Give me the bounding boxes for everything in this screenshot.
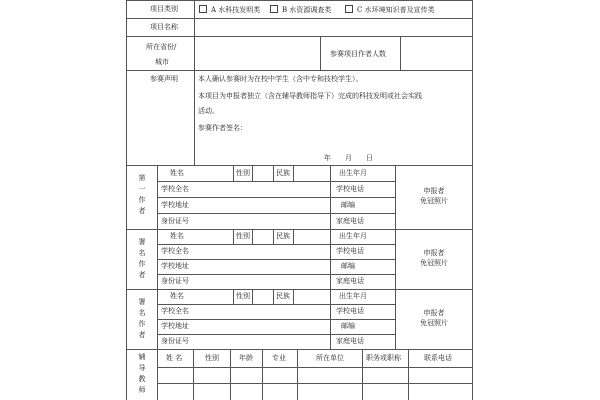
gender-label: 性别 — [236, 232, 250, 240]
category-label: 项目类别 — [150, 5, 178, 13]
photo-label-line1: 申报者 — [423, 187, 445, 195]
gender-label: 性别 — [236, 292, 250, 300]
checkbox-icon[interactable] — [270, 5, 278, 13]
advisor-col-major: 专业 — [272, 354, 286, 362]
name-label: 姓名 — [170, 169, 184, 177]
school-phone-label: 学校电话 — [336, 247, 364, 255]
author-section-label: 署名作者 — [138, 298, 146, 339]
author-section-label: 第一作者 — [138, 174, 146, 215]
home-phone-label: 家庭电话 — [336, 337, 364, 345]
school-address-label: 学校地址 — [161, 262, 189, 270]
ethnicity-label: 民族 — [276, 169, 290, 177]
declaration-line1: 本人确认参赛时为在校中学生（含中专和技校学生）。 — [198, 75, 363, 83]
signature-label: 参赛作者签名： — [198, 124, 247, 132]
advisor-col-gender: 性别 — [205, 354, 219, 362]
advisor-col-age: 年龄 — [239, 354, 253, 362]
location-label-line1: 所在省份/ — [146, 43, 177, 51]
date-year: 年 — [324, 154, 331, 162]
gender-label: 性别 — [236, 169, 250, 177]
postcode-label: 邮编 — [341, 322, 355, 330]
checkbox-icon[interactable] — [199, 5, 207, 13]
category-option-a[interactable] — [199, 5, 260, 15]
location-label-line2: 城市 — [155, 58, 169, 66]
id-number-label: 身份证号 — [161, 277, 189, 285]
declaration-line3: 活动。 — [198, 107, 219, 115]
category-option-b-label: B 水资源调查类 — [282, 6, 332, 14]
ethnicity-label: 民族 — [276, 292, 290, 300]
photo-label-line1: 申报者 — [423, 249, 445, 257]
school-name-label: 学校全名 — [161, 247, 189, 255]
photo-label-line2: 免冠照片 — [420, 259, 448, 267]
home-phone-label: 家庭电话 — [336, 277, 364, 285]
postcode-label: 邮编 — [341, 262, 355, 270]
birth-label: 出生年月 — [339, 292, 367, 300]
school-phone-label: 学校电话 — [336, 307, 364, 315]
project-name-label: 项目名称 — [150, 23, 178, 31]
school-address-label: 学校地址 — [161, 322, 189, 330]
category-option-c[interactable] — [345, 5, 435, 15]
school-name-label: 学校全名 — [161, 185, 189, 193]
category-option-a-label: A 水科技发明类 — [211, 6, 261, 14]
participants-label: 参赛项目作者人数 — [330, 50, 386, 58]
id-number-label: 身份证号 — [161, 217, 189, 225]
photo-placeholder[interactable] — [396, 186, 472, 206]
declaration-label: 参赛声明 — [150, 75, 178, 83]
date-day: 日 — [366, 154, 373, 162]
birth-label: 出生年月 — [339, 169, 367, 177]
photo-label-line2: 免冠照片 — [420, 319, 448, 327]
location-field[interactable] — [196, 38, 318, 68]
school-name-label: 学校全名 — [161, 307, 189, 315]
home-phone-label: 家庭电话 — [336, 217, 364, 225]
photo-placeholder[interactable] — [396, 248, 472, 268]
advisor-section-label: 辅导教师 — [138, 353, 146, 394]
photo-label-line2: 免冠照片 — [420, 197, 448, 205]
category-option-c-label: C 水环境知识普及宣传类 — [357, 6, 435, 14]
participants-field[interactable] — [402, 38, 470, 68]
advisor-col-name: 姓 名 — [166, 354, 183, 362]
photo-placeholder[interactable] — [396, 308, 472, 328]
school-phone-label: 学校电话 — [336, 185, 364, 193]
photo-label-line1: 申报者 — [423, 309, 445, 317]
school-address-label: 学校地址 — [161, 201, 189, 209]
name-label: 姓名 — [170, 292, 184, 300]
author-section-label: 署名作者 — [138, 238, 146, 279]
ethnicity-label: 民族 — [276, 232, 290, 240]
advisor-col-unit: 所在单位 — [316, 354, 344, 362]
name-label: 姓名 — [170, 232, 184, 240]
postcode-label: 邮编 — [341, 201, 355, 209]
advisor-col-title: 职务或职称 — [366, 354, 401, 362]
project-name-field[interactable] — [196, 20, 470, 35]
birth-label: 出生年月 — [339, 232, 367, 240]
signature-field[interactable] — [250, 120, 450, 134]
declaration-line2: 本项目为申报者独立（含在辅导教师指导下）完成的科技发明或社会实践 — [198, 92, 422, 100]
category-option-b[interactable] — [270, 5, 331, 15]
advisor-col-phone: 联系电话 — [424, 354, 452, 362]
date-month: 月 — [345, 154, 352, 162]
id-number-label: 身份证号 — [161, 337, 189, 345]
checkbox-icon[interactable] — [345, 5, 353, 13]
